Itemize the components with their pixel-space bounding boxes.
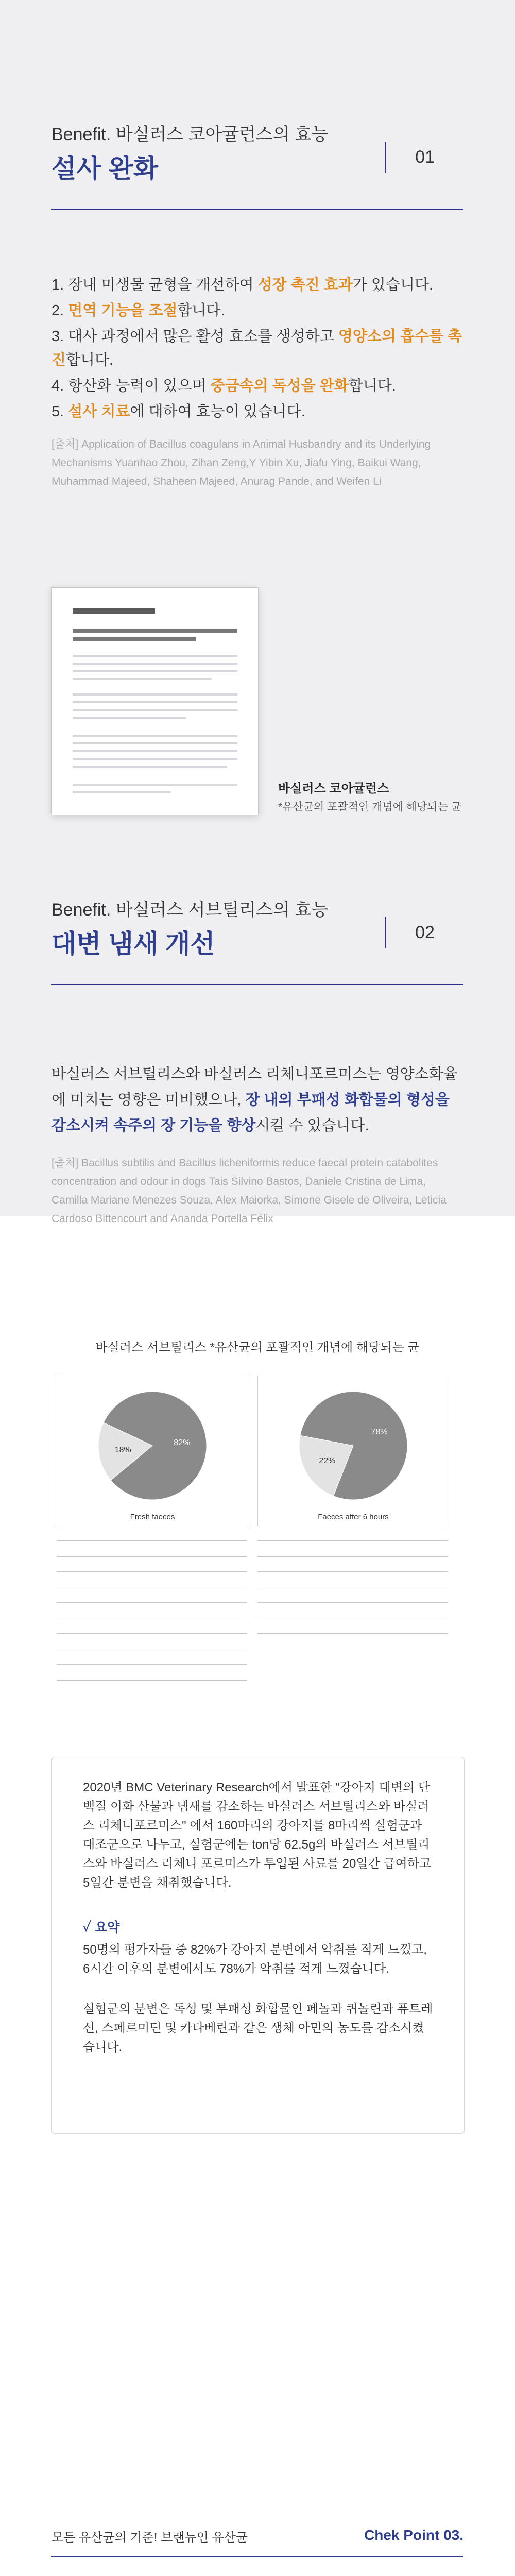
source-citation: [출처] Application of Bacillus coagulans in Animal Husbandry and its Underlying Mechanisms Yuanhao Zhou, Zihan Zeng,Y Yibin Xu, Jiafu Ying, Baikui Wang, Muhammad Majeed, Shaheen Majeed, Anurag Pande, and Weifen Li (52, 438, 431, 487)
summary-title: ✓ 요약 (83, 1920, 120, 1935)
study-result: 실험군의 분변은 독성 및 부패성 화합물인 페놀과 퀴놀린과 퓨트레신, 스페르미딘 및 카다베린과 같은 생체 아민의 농도를 감소시켰습니다. (83, 2002, 433, 2054)
benefit-title: 설사 완화 (52, 154, 159, 183)
benefit-title: 대변 냄새 개선 (52, 929, 215, 958)
list-item: 5. 설사 치료에 대하여 효능이 있습니다. (52, 403, 305, 420)
study-summary-card (52, 1757, 465, 2134)
pie-chart-6h (258, 1376, 449, 1526)
benefit-list (52, 273, 464, 426)
source-citation: [출처] Bacillus subtilis and Bacillus licheniformis reduce faecal protein catabolites concentration and odour in dogs Tais Silvino Bastos, Daniele Cristina de Lima, Camilla Mariane Menezes Souza, Alex Maiorka, Simone Gisele de Oliveira, Leticia Cardoso Bittencourt and Ananda Portella Félix (52, 1157, 447, 1225)
research-figure (52, 1365, 464, 1757)
benefit-subtitle: Benefit. 바실러스 코아귤런스의 효능 (52, 125, 329, 144)
divider (52, 2556, 464, 2557)
check-icon: ✓ (83, 1920, 95, 1935)
list-item: 3. 대사 과정에서 많은 활성 효소를 생성하고 영양소의 흡수를 촉진합니다. (52, 328, 462, 368)
study-description: 2020년 BMC Veterinary Research에서 발표한 "강아지 대변의 단백질 이화 산물과 냄새를 감소하는 바실러스 서브틸리스와 바실러스 리체니포르미스" 에서 160마리의 강아지를 8마리씩 실험군과 대조군으로 나누고, 실험군에는 ton당 62.5g의 바실러스 서브틸리스와 바실러스 리체니 포르미스가 투입된 사료를 20일간 급여하고 5일간 분변을 채취했습니다. (83, 1781, 432, 1890)
benefit-subtitle: Benefit. 바실러스 서브틸리스의 효능 (52, 900, 329, 920)
checkpoint-label: Chek Point 03. (364, 2527, 464, 2543)
paper-caption-note: *유산균의 포괄적인 개념에 해당되는 균 (278, 801, 462, 813)
pie-slice-label: 18% (114, 1446, 131, 1455)
list-item: 4. 항산화 능력이 있으며 중금속의 독성을 완화합니다. (52, 378, 396, 394)
paper-caption-title: 바실러스 코아귤런스 (278, 782, 389, 795)
svg-text:Faeces after 6 hours: Faeces after 6 hours (318, 1513, 389, 1521)
pie-chart-fresh-svg (57, 1376, 248, 1526)
benefit-number: 01 (385, 142, 464, 173)
list-item: 1. 장내 미생물 균형을 개선하여 성장 촉진 효과가 있습니다. (52, 277, 434, 293)
svg-text:Fresh faeces: Fresh faeces (130, 1513, 175, 1521)
benefit-header-1 (52, 106, 464, 210)
pie-slice-label: 82% (174, 1438, 191, 1447)
benefit-number: 02 (385, 917, 464, 948)
list-item: 2. 면역 기능을 조절합니다. (52, 302, 225, 319)
summary-text: 50명의 평가자들 중 82%가 강아지 분변에서 악취를 적게 느꼈고, 6시간 이후의 분변에서도 78%가 악취를 적게 느꼈습니다. (83, 1943, 427, 1976)
paper-thumbnail (52, 587, 259, 815)
brand-tagline: 모든 유산균의 기준! 브랜뉴인 유산균 (52, 2531, 248, 2545)
pie-chart-6h-svg (258, 1376, 449, 1526)
pie-chart-fresh (57, 1376, 248, 1526)
benefit-body: 바실러스 서브틸리스와 바실러스 리체니포르미스는 영양소화율에 미치는 영향은 미비했으나, 장 내의 부패성 화합물의 형성을 감소시켜 속주의 장 기능을 향상시킬 수 있습니다. (52, 1066, 458, 1134)
pie-slice-label: 22% (319, 1456, 336, 1465)
figure-caption: 바실러스 서브틸리스 *유산균의 포괄적인 개념에 해당되는 균 (95, 1341, 420, 1354)
pie-slice-label: 78% (371, 1428, 388, 1437)
benefit-header-2 (52, 881, 464, 985)
